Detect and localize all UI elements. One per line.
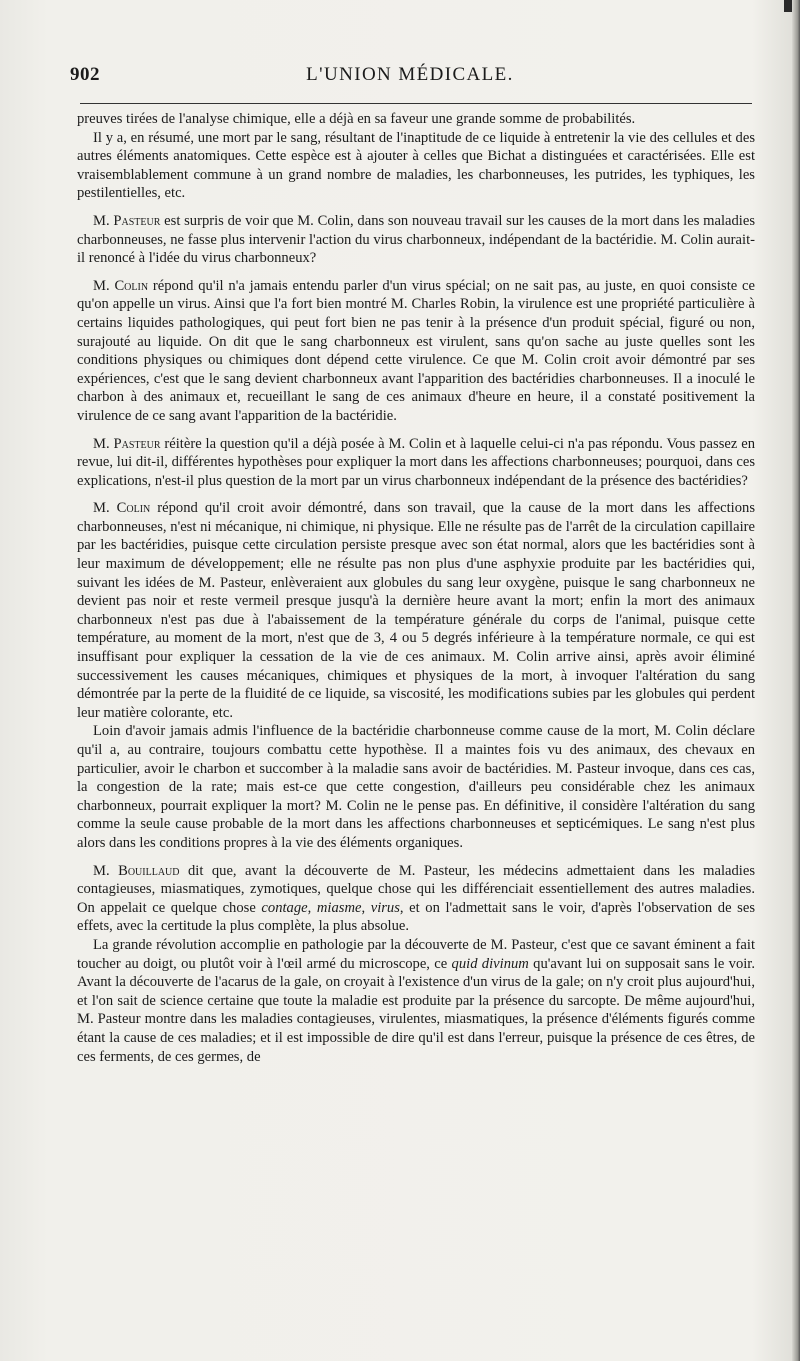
speaker-name: M. Colin xyxy=(93,277,149,294)
paragraph: Il y a, en résumé, une mort par le sang, résultant de l'inaptitude de ce liquide à entretenir la vie des cellules et des autres éléments anatomiques. Cette espèce est à ajouter à celles que Bichat a distinguées et caractérisées. Elle est vraisemblablement commune à un grand nombre de maladies, les charbonneuses, les putrides, les typhiques, les pestilentielles, etc. xyxy=(77,129,755,202)
paragraph: Loin d'avoir jamais admis l'influence de la bactéridie charbonneuse comme cause de la mort, M. Colin déclare qu'il a, au contraire, toujours combattu cette hypothèse. Il a maintes fois vu des animaux, des chevaux en particulier, avoir le charbon et succomber à la maladie sans avoir de bactéridies. M. Pasteur invoque, dans ces cas, la congestion de la rate; mais est-ce que cette congestion, d'ailleurs peu considérable chez les animaux charbonneux, pourrait expliquer la mort? M. Colin ne le pense pas. En définitive, il considère l'altération du sang comme la seule cause probable de la mort dans les affections charbonneuses et septicémiques. Le sang n'est plus alors dans les conditions propres à la vie des éléments organiques. xyxy=(77,723,755,851)
paragraph-speaker: M. Pasteur réitère la question qu'il a déjà posée à M. Colin et à laquelle celui-ci n'a pas répondu. Vous passez en revue, lui dit-il, différentes hypothèses pour expliquer la mort dans les affections charbonneuses; pourquoi, dans ces explications, n'est-il plus question de la mort par un virus charbonneux indépendant de la présence des bactéridies? xyxy=(77,435,756,489)
header-rule xyxy=(80,103,752,104)
speaker-name: M. Bouillaud xyxy=(93,862,180,879)
speaker-name: M. Pasteur xyxy=(93,435,161,452)
italic-term: miasme xyxy=(316,899,362,916)
italic-term: contage xyxy=(261,899,308,916)
speaker-name: M. Pasteur xyxy=(93,212,161,229)
paragraph-speaker: M. Bouillaud dit que, avant la découverte de M. Pasteur, les médecins admettaient dans les maladies contagieuses, miasmatiques, zymotiques, quelque chose qui les différenciait essentiellement des autres maladies. On appelait ce quelque chose contage, miasme, virus, et on l'admettait sans le voir, d'après l'observation de ses effets, avec la certitude la plus complète, la plus absolue. xyxy=(77,862,756,935)
page-header xyxy=(70,64,750,88)
paragraph-speaker: M. Colin répond qu'il croit avoir démontré, dans son travail, que la cause de la mort dans les affections charbonneuses, n'est ni mécanique, ni chimique, ni physique. Elle ne résulte pas de l'arrêt de la circulation capillaire par les bactéridies, puisque cette circulation persiste presque avec son état normal, alors que les bactéridies sont à leur maximum de développement; elle ne résulte pas non plus d'une asphyxie produite par les bactéridies qui, suivant les idées de M. Pasteur, enlèveraient aux globules du sang leur oxygène, puisque le sang charbonneux ne devient pas noir et reste vermeil presque jusqu'à la dernière heure avant la mort; enfin la mort des animaux charbonneux n'est pas due à l'abaissement de la température générale du corps de l'animal, puisque cette température, au moment de la mort, n'est que de 3, 4 ou 5 degrés inférieure à la température normale, ce qui est insuffisant pour expliquer la cessation de la vie de ces animaux. M. Colin arrive ainsi, après avoir éliminé successivement les causes mécaniques, chimiques et physiques de la mort, à invoquer l'altération du sang démontrée par la perte de la fluidité de ce liquide, sa viscosité, les modifications subies par les globules qui perdent leur matière colorante, etc. xyxy=(77,500,756,721)
paragraph: preuves tirées de l'analyse chimique, elle a déjà en sa faveur une grande somme de probabilités. xyxy=(77,111,636,127)
page-number: 902 xyxy=(70,64,100,85)
italic-term: quid divinum xyxy=(451,955,529,972)
paragraph-speaker: M. Pasteur est surpris de voir que M. Colin, dans son nouveau travail sur les causes de la mort dans les maladies charbonneuses, ne fasse plus intervenir l'action du virus charbonneux, indépendant de la bactéridie. M. Colin aurait-il renoncé à l'idée du virus charbonneux? xyxy=(77,212,756,267)
speaker-name: M. Colin xyxy=(93,500,151,517)
article-body xyxy=(77,110,755,1066)
paragraph-speaker: M. Colin répond qu'il n'a jamais entendu parler d'un virus spécial; on ne sait pas, au juste, en quoi consiste ce qu'on appelle un virus. Ainsi que l'a fort bien montré M. Charles Robin, la virulence est une propriété particulière à certains liquides pathologiques, qui peut fort bien ne pas tenir à la présence d'un produit spécial, figuré ou non, surajouté au liquide. On dit que le sang charbonneux est virulent, sans qu'on sache au juste quelles sont les conditions physiques ou chimiques dont dépend cette virulence. Ce que M. Colin croit avoir démontré par ses expériences, c'est que le sang devient charbonneux avant l'apparition des bactéridies charbonneuses. Il a inoculé le charbon à des animaux et, recueillant le sang de ces animaux d'heure en heure, il a constaté positivement la virulence de ce sang avant l'apparition de la bactéridie. xyxy=(77,277,755,424)
running-title: L'UNION MÉDICALE. xyxy=(306,64,514,85)
italic-term: virus xyxy=(370,899,400,916)
page-binding-edge xyxy=(792,0,800,1361)
paragraph: La grande révolution accomplie en pathologie par la découverte de M. Pasteur, c'est que ce savant éminent a fait toucher au doigt, ou plutôt voir à l'œil armé du microscope, ce quid divinum qu'avant lui on supposait sans le voir. Avant la découverte de l'acarus de la gale, on croyait à l'existence d'un virus de la gale; on n'y croit plus aujourd'hui, et l'on sait de science certaine que toute la maladie est produite par la présence du sarcopte. De même aujourd'hui, M. Pasteur montre dans les maladies contagieuses, virulentes, miasmatiques, la présence d'éléments figurés comme étant la cause de ces maladies; et il est impossible de dire qu'il est dans l'erreur, puisque la présence de ces êtres, de ces ferments, de ces germes, de xyxy=(77,936,755,1065)
